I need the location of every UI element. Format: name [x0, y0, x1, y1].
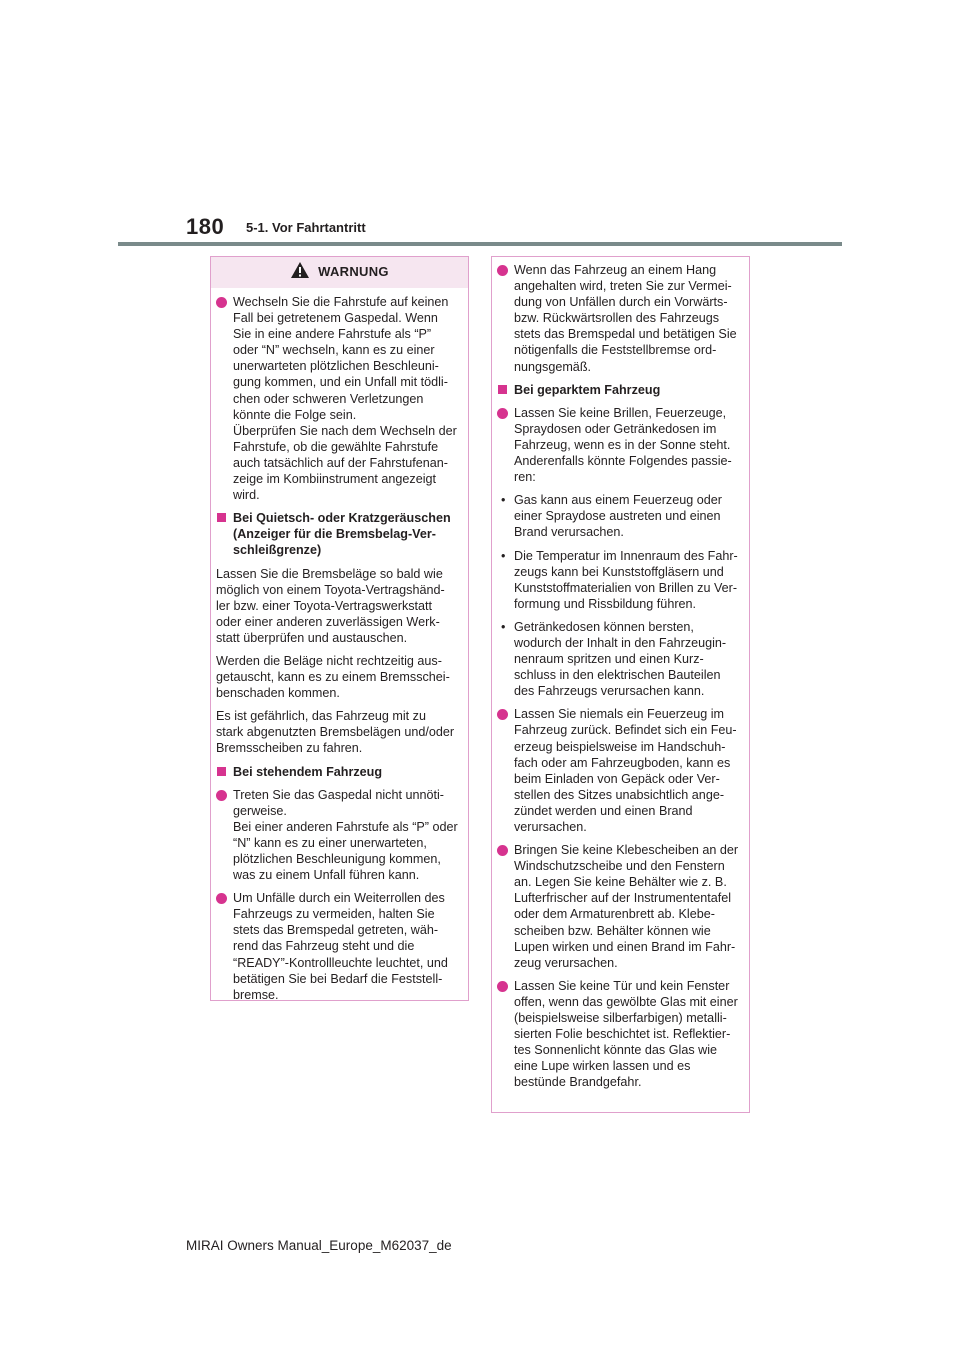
paragraph: Werden die Beläge nicht rechtzeitig aus- getauscht, kann es zu einem Bremsschei- benschaden kommen. — [216, 653, 450, 701]
list-item — [497, 405, 741, 485]
bullet-icon — [216, 790, 227, 801]
dot-marker: • — [501, 493, 506, 508]
bullet-icon — [497, 709, 508, 720]
subheading-text: Bei stehendem Fahrzeug — [233, 764, 383, 779]
sub-list-item-text: Gas kann aus einem Feuerzeug oder einer Spraydose austreten und einen Brand verursachen. — [514, 493, 722, 540]
subheading — [497, 382, 741, 398]
bullet-icon — [497, 408, 508, 419]
bullet-icon — [216, 297, 227, 308]
list-item-text: Lassen Sie niemals ein Feuerzeug im Fahrzeug zurück. Befindet sich ein Feu- erzeug beispielsweise im Handschuh- fach oder am Fahrzeugboden, kann es beim Einladen von Gepäck oder Ver- stellen des Sitzes unabsichtlich ange- zündet werden und einen Brand verursachen. — [514, 707, 737, 834]
list-item — [497, 842, 741, 971]
warning-triangle-icon — [290, 261, 310, 283]
subheading-text: Bei Quietsch- oder Kratzgeräuschen (Anzeiger für die Bremsbelag-Ver- schleißgrenze) — [233, 511, 451, 558]
paragraph: Lassen Sie die Bremsbeläge so bald wie möglich von einem Toyota-Vertragshänd- ler bzw. einer Toyota-Vertragswerkstatt oder einer anderen zuverlässigen Werk- statt überprüfen und austauschen. — [216, 566, 445, 645]
sub-list-item-text: Die Temperatur im Innenraum des Fahr- zeugs kann bei Kunststoffgläsern und Kunststoffmaterialien von Brillen zu Ver- formung und Rissbildung führen. — [514, 548, 738, 611]
square-bullet-icon — [217, 767, 226, 776]
warning-box-right — [491, 256, 750, 1113]
page-number: 180 — [186, 214, 225, 239]
square-bullet-icon — [217, 513, 226, 522]
footer-manual-id: MIRAI Owners Manual_Europe_M62037_de — [186, 1238, 452, 1253]
sub-list-item — [497, 548, 741, 612]
dot-marker: • — [501, 548, 506, 563]
bullet-icon — [216, 893, 227, 904]
list-item-text: Wechseln Sie die Fahrstufe auf keinen Fall bei getretenem Gaspedal. Wenn Sie in eine andere Fahrstufe als “P” oder “N” wechseln, kann es zu einer unerwarteten plötzlichen Beschleuni- gung kommen, und ein Unfall mit tödli- chen oder schweren Verletzungen könnte die Folge sein. Überprüfen Sie nach dem Wechseln der Fahrstufe, ob die gewählte Fahrstufe auch tatsächlich auf der Fahrstufenan- zeige im Kombiinstrument angezeigt wird. — [233, 295, 457, 503]
section-title: 5-1. Vor Fahrtantritt — [246, 220, 366, 235]
list-item-text: Um Unfälle durch ein Weiterrollen des Fahrzeugs zu vermeiden, halten Sie stets das Bremspedal getreten, wäh- rend das Fahrzeug steht und die “READY”-Kontrollleuchte leuchtet, und betätigen Sie bei Bedarf die Feststell- bremse. — [233, 891, 448, 1002]
subheading-text: Bei geparktem Fahrzeug — [514, 382, 661, 397]
subheading — [216, 764, 460, 780]
square-bullet-icon — [498, 385, 507, 394]
subheading — [216, 510, 460, 558]
list-item — [497, 706, 741, 835]
warning-header — [211, 257, 468, 288]
list-item-text: Bringen Sie keine Klebescheiben an der Windschutzscheibe und den Fenstern an. Legen Sie keine Behälter wie z. B. Lufterfrischer auf der Instrumententafel oder dem Armaturenbrett ab. Klebe- scheiben bzw. Behälter können wie Lupen wirken und einen Brand im Fahr- zeug verursachen. — [514, 843, 739, 970]
list-item — [216, 294, 460, 503]
warning-box-left — [210, 256, 469, 1001]
list-item — [216, 787, 460, 884]
sub-list-item — [497, 619, 741, 699]
paragraph: Es ist gefährlich, das Fahrzeug mit zu stark abgenutzten Bremsbelägen und/oder Bremsscheiben zu fahren. — [216, 709, 455, 756]
list-item-text: Lassen Sie keine Tür und kein Fenster offen, wenn das gewölbte Glas mit einer (beispielsweise silberfarbigen) metalli- sierten Folie beschichtet ist. Reflektier- tes Sonnenlicht könnte das Glas wie eine Lupe wirken lassen und es bestünde Brandgefahr. — [514, 978, 738, 1090]
list-item-text: Lassen Sie keine Brillen, Feuerzeuge, Spraydosen oder Getränkedosen im Fahrzeug, wenn es in der Sonne steht. Anderenfalls könnte Folgendes passie- ren: — [514, 405, 732, 485]
warning-title: WARNUNG — [318, 264, 389, 280]
list-item-text: Wenn das Fahrzeug an einem Hang angehalten wird, treten Sie zur Vermei- dung von Unfällen durch ein Vorwärts- bzw. Rückwärtsrollen des Fahrzeugs stets das Bremspedal und betätigen Sie nötigenfalls die Feststellbremse ord- nungsgemäß. — [514, 263, 737, 374]
list-item — [497, 978, 741, 1091]
sub-list-item — [497, 492, 741, 540]
list-item — [216, 890, 460, 1003]
bullet-icon — [497, 981, 508, 992]
list-item-text: Treten Sie das Gaspedal nicht unnöti- gerweise. Bei einer anderen Fahrstufe als “P” oder “N” kann es zu einer unerwarteten, plötzlichen Beschleunigung kommen, was zu einem Unfall führen kann. — [233, 787, 458, 883]
header-rule — [118, 242, 842, 246]
dot-marker: • — [501, 619, 506, 634]
sub-list-item-text: Getränkedosen können bersten, wodurch der Inhalt in den Fahrzeugin- nenraum spritzen und einen Kurz- schluss in den elektrischen Bauteilen des Fahrzeugs verursachen kann. — [514, 619, 727, 699]
list-item — [497, 262, 741, 375]
bullet-icon — [497, 845, 508, 856]
bullet-icon — [497, 265, 508, 276]
